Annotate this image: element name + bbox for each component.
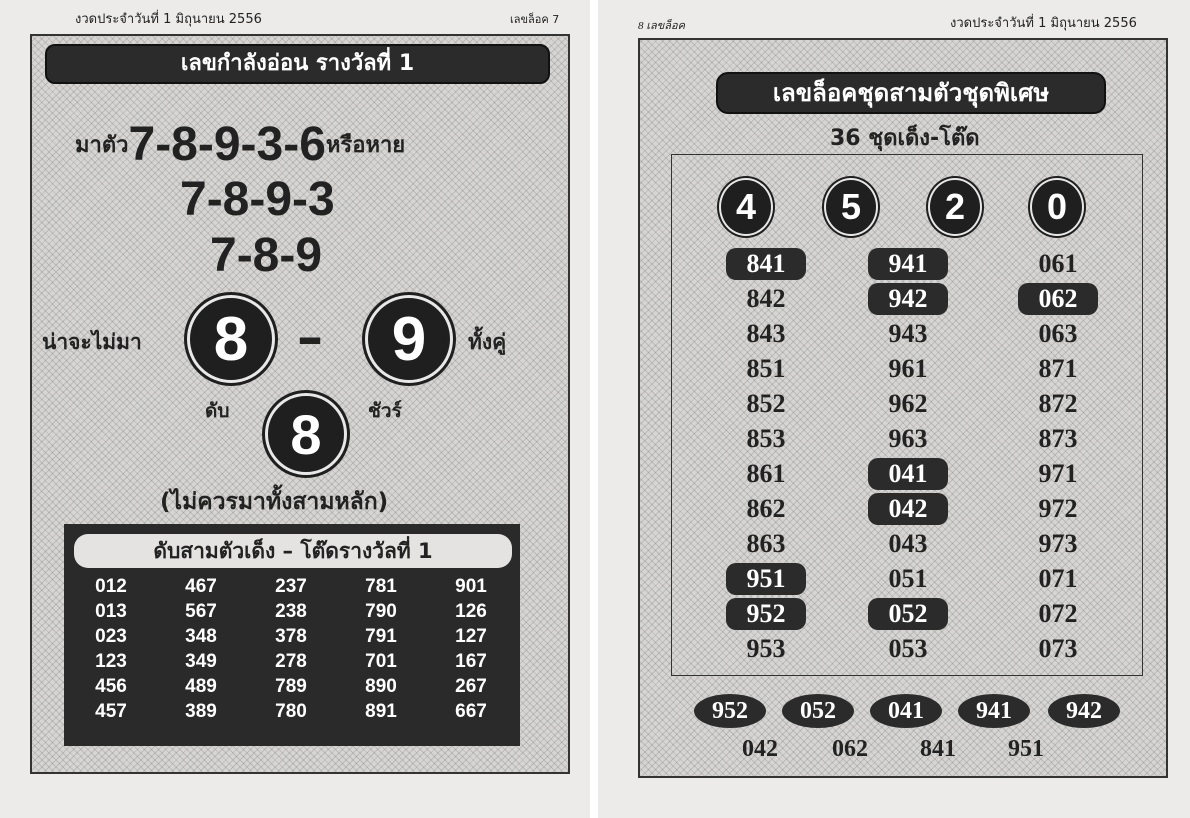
table-row — [66, 601, 516, 626]
table-cell: 457 — [95, 701, 127, 722]
line2-number: 7-8-9-3 — [180, 173, 335, 226]
table-row — [66, 676, 516, 701]
bottom-number: 951 — [1008, 736, 1044, 762]
highlighted-number: 052 — [868, 598, 948, 630]
table-cell: 267 — [455, 676, 487, 697]
table-cell: 167 — [455, 651, 487, 672]
table-cell: 789 — [275, 676, 307, 697]
number: 863 — [746, 529, 786, 558]
digit-circle: 4 — [721, 180, 771, 234]
header-section: เลขล็อค 7 — [510, 13, 560, 26]
number: 043 — [888, 529, 928, 558]
number: 872 — [1038, 389, 1078, 418]
line1-suffix: หรือหาย — [325, 133, 406, 158]
number: 053 — [888, 634, 928, 663]
number: 072 — [1038, 599, 1078, 628]
number: 943 — [888, 319, 928, 348]
highlighted-number: 841 — [726, 248, 806, 280]
number: 842 — [746, 284, 786, 313]
table-cell: 489 — [185, 676, 217, 697]
digit-circle: 2 — [930, 180, 980, 234]
number: 071 — [1038, 564, 1078, 593]
digit-circle: 0 — [1032, 180, 1082, 234]
number: 953 — [746, 634, 786, 663]
pair-digit-a: 8 — [190, 298, 272, 380]
left-page — [0, 0, 590, 818]
line3-number: 7-8-9 — [210, 229, 323, 282]
table-cell: 567 — [185, 601, 217, 622]
number: 061 — [1038, 249, 1078, 278]
number: 973 — [1038, 529, 1078, 558]
number: 051 — [888, 564, 928, 593]
table-cell: 891 — [365, 701, 397, 722]
number: 972 — [1038, 494, 1078, 523]
number: 971 — [1038, 459, 1078, 488]
highlighted-number: 042 — [868, 493, 948, 525]
table-cell: 901 — [455, 576, 487, 597]
right-subtitle: 36 ชุดเด็ง-โต๊ด — [830, 126, 980, 151]
number: 843 — [746, 319, 786, 348]
table-cell: 781 — [365, 576, 397, 597]
table-cell: 456 — [95, 676, 127, 697]
note: (ไม่ควรมาทั้งสามหลัก) — [160, 489, 389, 515]
number: 063 — [1038, 319, 1078, 348]
highlighted-number: 952 — [726, 598, 806, 630]
bottom-number: 062 — [832, 736, 868, 762]
table-cell: 780 — [275, 701, 307, 722]
table-body — [66, 576, 516, 726]
line1 — [75, 112, 405, 172]
table-cell: 278 — [275, 651, 307, 672]
table-cell: 127 — [455, 626, 487, 647]
table-cell: 378 — [275, 626, 307, 647]
table-cell: 667 — [455, 701, 487, 722]
header-title: งวดประจำวันที่ 1 มิถุนายน 2556 — [75, 12, 262, 27]
table-row — [66, 651, 516, 676]
table-cell: 023 — [95, 626, 127, 647]
bottom-oval-number: 952 — [694, 694, 766, 728]
table-cell: 126 — [455, 601, 487, 622]
single-right-label: ชัวร์ — [368, 400, 402, 422]
table-cell: 237 — [275, 576, 307, 597]
number: 852 — [746, 389, 786, 418]
number: 861 — [746, 459, 786, 488]
table-cell: 791 — [365, 626, 397, 647]
number: 962 — [888, 389, 928, 418]
table-row — [66, 701, 516, 726]
bottom-oval-number: 041 — [870, 694, 942, 728]
pair-left-label: น่าจะไม่มา — [42, 330, 142, 354]
bottom-number: 042 — [742, 736, 778, 762]
table-cell: 238 — [275, 601, 307, 622]
highlighted-number: 062 — [1018, 283, 1098, 315]
highlighted-number: 942 — [868, 283, 948, 315]
table-cell: 123 — [95, 651, 127, 672]
digit-circle: 5 — [826, 180, 876, 234]
combo-table — [64, 524, 520, 746]
table-cell: 012 — [95, 576, 127, 597]
table-row — [66, 576, 516, 601]
pair-dash: – — [297, 308, 323, 368]
number: 963 — [888, 424, 928, 453]
table-cell: 890 — [365, 676, 397, 697]
table-cell: 467 — [185, 576, 217, 597]
bottom-oval-number: 942 — [1048, 694, 1120, 728]
pair-digit-b: 9 — [368, 298, 450, 380]
bottom-oval-number: 941 — [958, 694, 1030, 728]
table-row — [66, 626, 516, 651]
number: 073 — [1038, 634, 1078, 663]
table-cell: 701 — [365, 651, 397, 672]
table-cell: 389 — [185, 701, 217, 722]
number: 873 — [1038, 424, 1078, 453]
number: 862 — [746, 494, 786, 523]
bottom-number: 841 — [920, 736, 956, 762]
bottom-oval-number: 052 — [782, 694, 854, 728]
highlighted-number: 941 — [868, 248, 948, 280]
line1-prefix: มาตัว — [75, 133, 129, 158]
table-cell: 348 — [185, 626, 217, 647]
single-left-label: ดับ — [205, 400, 230, 422]
table-cell: 349 — [185, 651, 217, 672]
header-title-right: งวดประจำวันที่ 1 มิถุนายน 2556 — [950, 16, 1137, 31]
table-title: ดับสามตัวเด็ง – โต๊ดรางวัลที่ 1 — [74, 534, 512, 568]
number: 961 — [888, 354, 928, 383]
number: 853 — [746, 424, 786, 453]
number: 871 — [1038, 354, 1078, 383]
header-page: 8 เลขล็อค — [638, 20, 685, 32]
pair-right-label: ทั้งคู่ — [468, 330, 507, 354]
single-digit: 8 — [268, 396, 344, 472]
table-cell: 790 — [365, 601, 397, 622]
left-banner: เลขกำลังอ่อน รางวัลที่ 1 — [45, 44, 550, 84]
table-cell: 013 — [95, 601, 127, 622]
number: 851 — [746, 354, 786, 383]
line1-number: 7-8-9-3-6 — [128, 118, 326, 171]
highlighted-number: 041 — [868, 458, 948, 490]
highlighted-number: 951 — [726, 563, 806, 595]
right-banner: เลขล็อคชุดสามตัวชุดพิเศษ — [716, 72, 1106, 114]
right-page — [598, 0, 1190, 818]
